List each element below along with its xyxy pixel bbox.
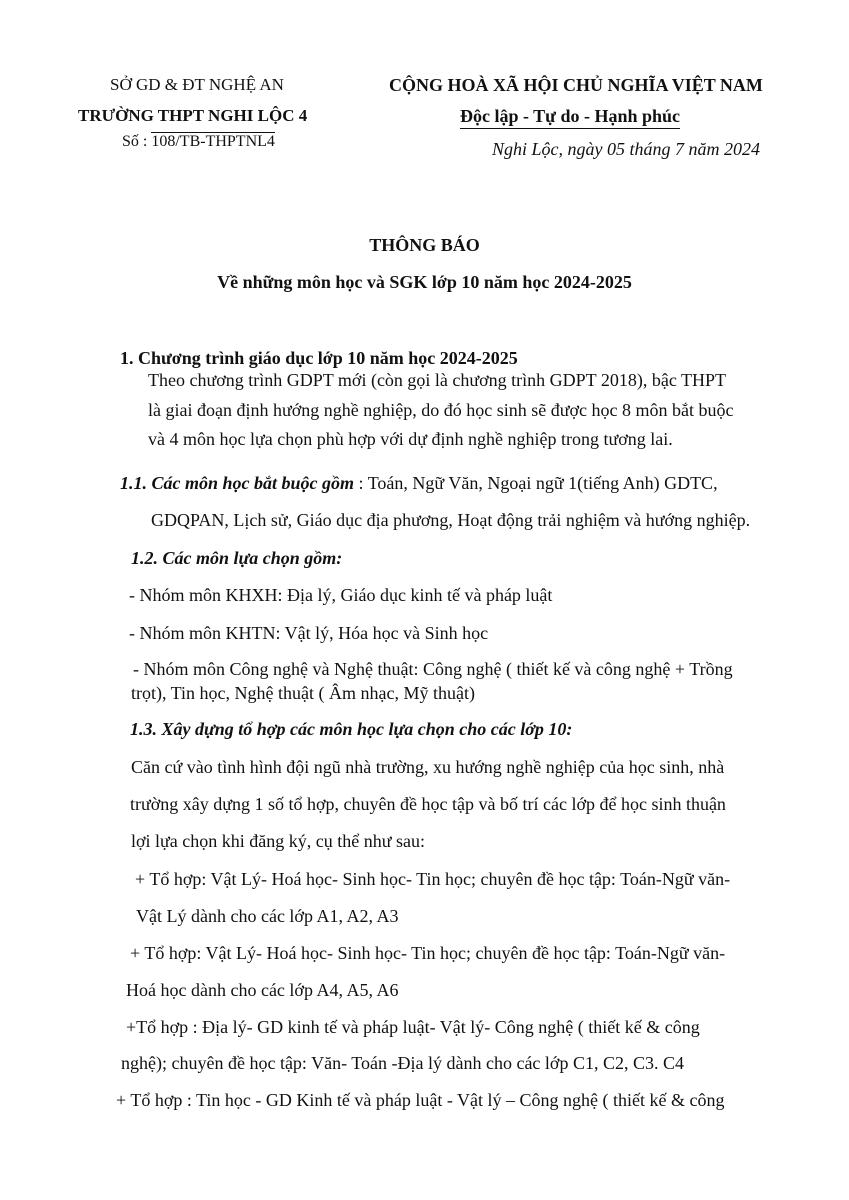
document-number-prefix: Số : — [122, 133, 152, 150]
department-name: SỞ GD & ĐT NGHỆ AN — [110, 75, 284, 94]
section1-1-line2: GDQPAN, Lịch sử, Giáo dục địa phương, Hoạt động trải nghiệm và hướng nghiệp. — [151, 510, 751, 530]
page-subtitle: Về những môn học và SGK lớp 10 năm học 2024-2025 — [217, 272, 632, 292]
section1-3-intro-line: Căn cứ vào tình hình đội ngũ nhà trường, xu hướng nghề nghiệp của học sinh, nhà — [131, 757, 725, 777]
group-technology-line1: - Nhóm môn Công nghệ và Nghệ thuật: Công nghệ ( thiết kế và công nghệ + Trồng — [133, 659, 733, 679]
section1-3-heading: 1.3. Xây dựng tổ hợp các môn học lựa chọn cho các lớp 10: — [130, 719, 573, 739]
section1-3-intro-line: trường xây dựng 1 số tổ hợp, chuyên đề học tập và bố trí các lớp để học sinh thuận — [130, 794, 726, 814]
combination-2-line2: Hoá học dành cho các lớp A4, A5, A6 — [126, 980, 399, 1000]
group-technology-line2: trọt), Tin học, Nghệ thuật ( Âm nhạc, Mỹ thuật) — [131, 683, 475, 703]
date-line: Nghi Lộc, ngày 05 tháng 7 năm 2024 — [492, 139, 760, 159]
section1-paragraph-line: và 4 môn học lựa chọn phù hợp với dự định nghề nghiệp trong tương lai. — [148, 429, 673, 449]
combination-3-line1: +Tổ hợp : Địa lý- GD kinh tế và pháp luật- Vật lý- Công nghệ ( thiết kế & công — [126, 1017, 700, 1037]
document-number — [122, 133, 275, 151]
section1-paragraph-line: Theo chương trình GDPT mới (còn gọi là chương trình GDPT 2018), bậc THPT — [148, 370, 727, 390]
section1-heading: 1. Chương trình giáo dục lớp 10 năm học 2024-2025 — [120, 348, 518, 368]
combination-3-line2: nghệ); chuyên đề học tập: Văn- Toán -Địa lý dành cho các lớp C1, C2, C3. C4 — [121, 1053, 684, 1073]
combination-2-line1: + Tổ hợp: Vật Lý- Hoá học- Sinh học- Tin học; chuyên đề học tập: Toán-Ngữ văn- — [130, 943, 726, 963]
section1-1-line — [120, 473, 718, 494]
combination-1-line2: Vật Lý dành cho các lớp A1, A2, A3 — [136, 906, 399, 926]
national-title: CỘNG HOÀ XÃ HỘI CHỦ NGHĨA VIỆT NAM — [389, 75, 763, 95]
page-title: THÔNG BÁO — [369, 235, 480, 255]
national-motto: Độc lập - Tự do - Hạnh phúc — [460, 106, 680, 129]
group-khtn: - Nhóm môn KHTN: Vật lý, Hóa học và Sinh học — [129, 623, 489, 643]
combination-1-line1: + Tổ hợp: Vật Lý- Hoá học- Sinh học- Tin học; chuyên đề học tập: Toán-Ngữ văn- — [135, 869, 731, 889]
section1-paragraph-line: là giai đoạn định hướng nghề nghiệp, do đó học sinh sẽ được học 8 môn bắt buộc — [148, 400, 734, 420]
school-name: TRƯỜNG THPT NGHI LỘC 4 — [78, 106, 308, 125]
document-number-value: 108/TB-THPTNL4 — [151, 133, 275, 150]
section1-2-heading: 1.2. Các môn lựa chọn gồm: — [131, 548, 343, 568]
group-khxh: - Nhóm môn KHXH: Địa lý, Giáo dục kinh tế và pháp luật — [129, 585, 553, 605]
combination-4-line1: + Tổ hợp : Tin học - GD Kinh tế và pháp luật - Vật lý – Công nghệ ( thiết kế & công — [116, 1090, 725, 1110]
section1-1-heading: 1.1. Các môn học bắt buộc gồm — [120, 473, 355, 493]
section1-1-subjects: : Toán, Ngữ Văn, Ngoại ngữ 1(tiếng Anh) GDTC, — [354, 473, 718, 493]
section1-3-intro-line: lợi lựa chọn khi đăng ký, cụ thể như sau: — [131, 831, 425, 851]
